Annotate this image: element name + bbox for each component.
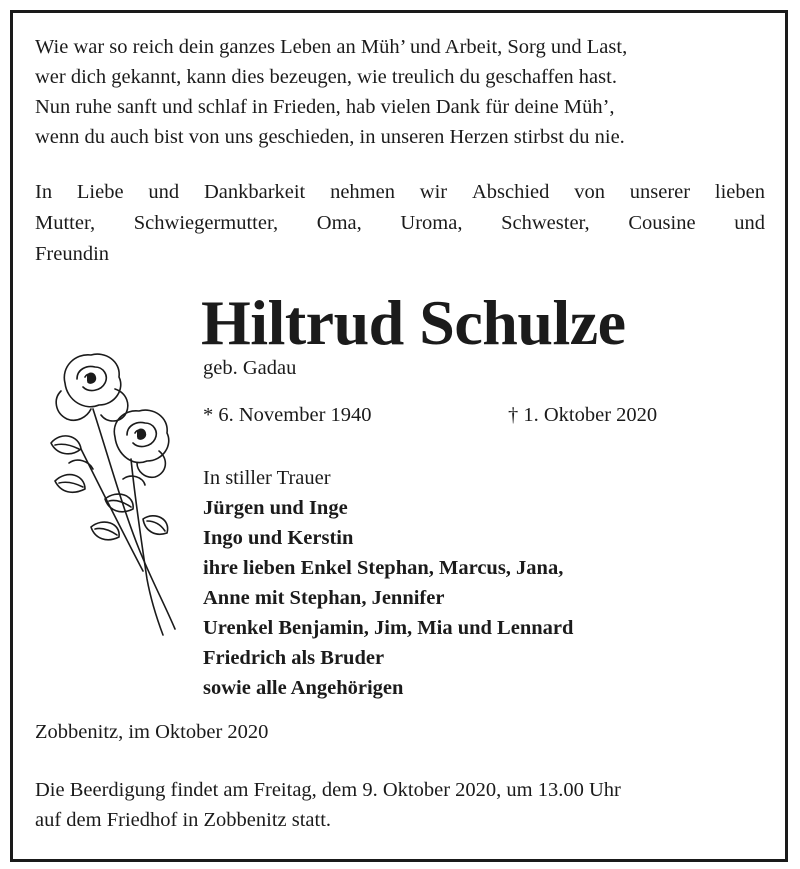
funeral-info — [35, 775, 621, 835]
farewell-text — [35, 177, 765, 270]
word: unserer — [629, 181, 691, 203]
poem-line: wer dich gekannt, kann dies bezeugen, wie treulich du geschaffen hast. — [35, 66, 617, 88]
funeral-line: Die Beerdigung findet am Freitag, dem 9. Oktober 2020, um 13.00 Uhr — [35, 779, 621, 801]
word: von — [574, 181, 605, 203]
word: wir — [419, 181, 448, 203]
poem-line: Nun ruhe sanft und schlaf in Frieden, hab vielen Dank für deine Müh’, — [35, 96, 615, 118]
mourner-line: sowie alle Angehörigen — [203, 677, 404, 699]
funeral-line: auf dem Friedhof in Zobbenitz statt. — [35, 809, 332, 831]
obituary-notice — [10, 10, 788, 862]
farewell-line — [35, 177, 765, 208]
poem-line: Wie war so reich dein ganzes Leben an Müh’ und Arbeit, Sorg und Last, — [35, 36, 628, 58]
deceased-name: Hiltrud Schulze — [201, 287, 626, 358]
poem-line: wenn du auch bist von uns geschieden, in unseren Herzen stirbst du nie. — [35, 126, 625, 148]
word: und — [148, 181, 180, 203]
word: Abschied — [471, 181, 550, 203]
word: Cousine — [628, 212, 696, 234]
mourner-line: Friedrich als Bruder — [203, 647, 385, 669]
word: Liebe — [76, 181, 124, 203]
mourner-line: Urenkel Benjamin, Jim, Mia und Lennard — [203, 617, 574, 639]
mourner-line: Jürgen und Inge — [203, 497, 348, 519]
birth-name: geb. Gadau — [203, 357, 297, 379]
farewell-line — [35, 208, 765, 239]
birth-date: * 6. November 1940 — [203, 404, 372, 426]
word: und — [734, 212, 765, 234]
word: In — [35, 181, 53, 203]
mourner-line: Anne mit Stephan, Jennifer — [203, 587, 445, 609]
poem — [35, 32, 765, 152]
roses-icon — [31, 339, 191, 639]
word: Schwiegermutter, — [133, 212, 279, 234]
word: Mutter, — [35, 212, 96, 234]
mourner-line: Ingo und Kerstin — [203, 527, 354, 549]
word: Uroma, — [400, 212, 463, 234]
word: lieben — [714, 181, 765, 203]
word: nehmen — [330, 181, 395, 203]
death-date: † 1. Oktober 2020 — [508, 404, 658, 426]
mourners-intro: In stiller Trauer — [203, 467, 331, 489]
mourner-line: ihre lieben Enkel Stephan, Marcus, Jana, — [203, 557, 564, 579]
word: Dankbarkeit — [203, 181, 306, 203]
mourners — [203, 463, 573, 703]
place-date: Zobbenitz, im Oktober 2020 — [35, 721, 269, 743]
farewell-line: Freundin — [35, 243, 110, 265]
word: Schwester, — [501, 212, 590, 234]
word: Oma, — [316, 212, 362, 234]
